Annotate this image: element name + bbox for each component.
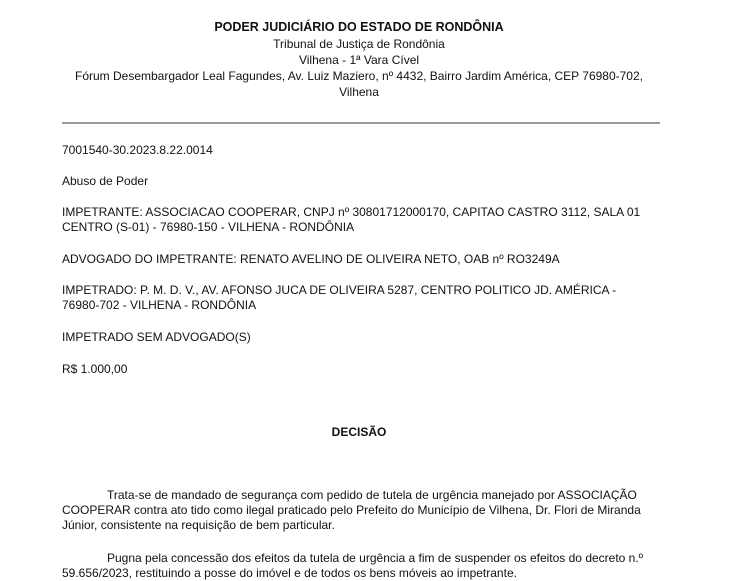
decision-paragraph-2 [62, 551, 662, 581]
paragraph-1-line-1: Trata-se de mandado de segurança com pedido de tutela de urgência manejado por ASSOCIAÇÃO [107, 488, 637, 502]
decision-title: DECISÃO [331, 425, 387, 439]
tribunal-name: Tribunal de Justiça de Rondônia [273, 37, 445, 51]
document-header [56, 19, 662, 100]
impetrado-line-2: 76980-702 - VILHENA - RONDÔNIA [62, 298, 257, 312]
paragraph-1-line-2: COOPERAR contra ato tido como ilegal praticado pelo Prefeito do Município de Vilhena, Dr. Flori de Miranda [62, 503, 641, 517]
case-number-text: 7001540-30.2023.8.22.0014 [62, 143, 213, 157]
impetrante-block [62, 205, 662, 235]
impetrante-line-1: IMPETRANTE: ASSOCIACAO COOPERAR, CNPJ nº 30801712000170, CAPITAO CASTRO 3112, SALA 01 [62, 205, 641, 219]
paragraph-2-line-2: 59.656/2023, restituindo a posse do imóvel e de todos os bens móveis ao impetrante. [62, 566, 517, 580]
decision-paragraph-1 [62, 488, 662, 533]
impetrado-line-1: IMPETRADO: P. M. D. V., AV. AFONSO JUCA DE OLIVEIRA 5287, CENTRO POLITICO JD. AMÉRICA - [62, 283, 617, 297]
impetrado-sem-advogado [62, 330, 662, 345]
case-value-text: R$ 1.000,00 [62, 362, 128, 376]
impetrado-block [62, 283, 662, 313]
vara-name: Vilhena - 1ª Vara Cível [298, 53, 420, 67]
advogado-block [62, 252, 662, 267]
header-divider [62, 122, 660, 124]
case-subject-text: Abuso de Poder [62, 174, 149, 188]
case-subject [62, 174, 662, 189]
court-address-line-2: Vilhena [339, 85, 379, 99]
case-number [62, 143, 662, 158]
advogado-text: ADVOGADO DO IMPETRANTE: RENATO AVELINO DE OLIVEIRA NETO, OAB nº RO3249A [62, 252, 560, 266]
court-name: PODER JUDICIÁRIO DO ESTADO DE RONDÔNIA [214, 20, 504, 34]
paragraph-2-line-1: Pugna pela concessão dos efeitos da tutela de urgência a fim de suspender os efeitos do decreto n.º [107, 551, 644, 565]
paragraph-1-line-3: Júnior, consistente na requisição de bem particular. [62, 518, 335, 532]
impetrado-sem-advogado-text: IMPETRADO SEM ADVOGADO(S) [62, 330, 251, 344]
case-value [62, 362, 662, 377]
court-address-line-1: Fórum Desembargador Leal Fagundes, Av. Luiz Maziero, nº 4432, Bairro Jardim América, CEP 76980-702, [74, 69, 643, 83]
impetrante-line-2: CENTRO (S-01) - 76980-150 - VILHENA - RONDÔNIA [62, 220, 355, 234]
